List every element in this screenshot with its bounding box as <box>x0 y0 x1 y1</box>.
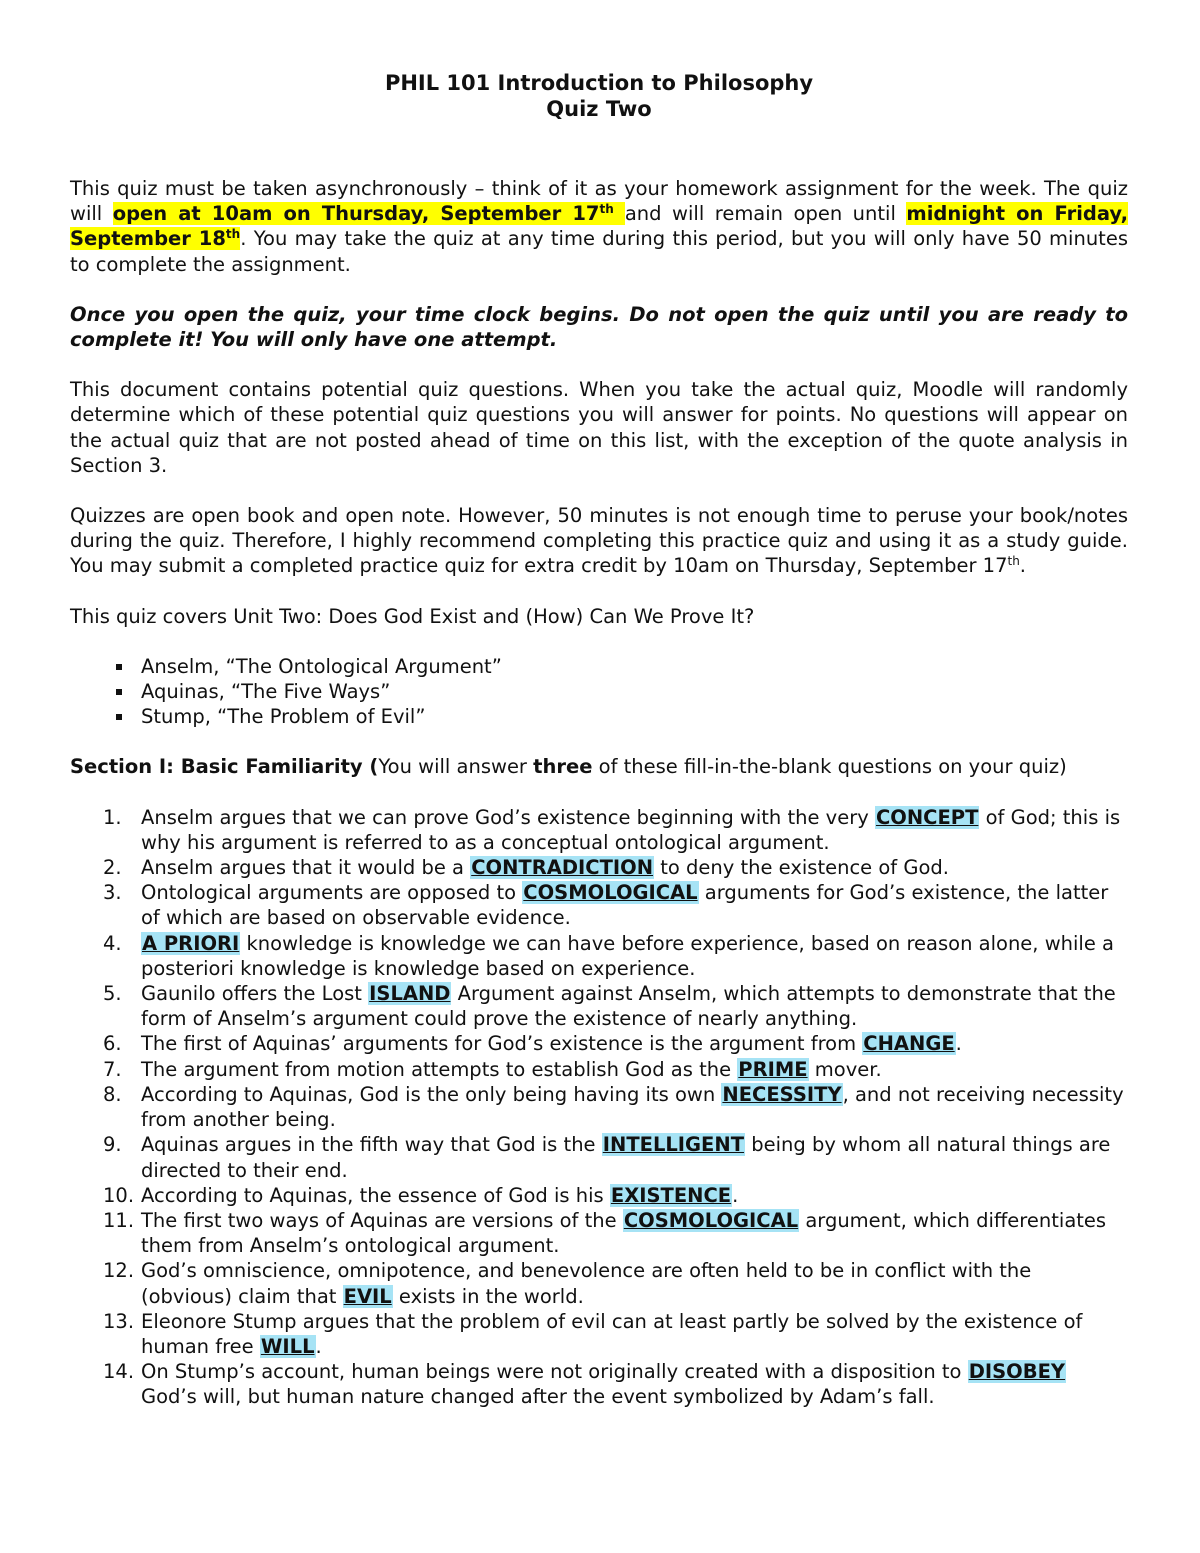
quiz-title: Quiz Two <box>546 97 652 121</box>
question-number: 1. <box>103 805 122 829</box>
question-number: 7. <box>103 1057 122 1081</box>
answer-highlight: WILL <box>260 1334 315 1358</box>
question-item <box>70 981 1128 1031</box>
question-text: . <box>315 1334 322 1358</box>
question-text: Gaunilo offers the Lost <box>141 982 369 1006</box>
question-number: 8. <box>103 1082 122 1106</box>
question-number: 11. <box>103 1208 135 1232</box>
question-text: Argument against Anselm, which attempts to demonstrate that the form of Anselm’s argument could prove the existence of nearly anything. <box>141 982 1116 1031</box>
question-text: Aquinas argues in the fifth way that God is the <box>141 1133 602 1157</box>
list-item: Anselm, “The Ontological Argument” <box>70 654 1128 679</box>
question-text: of God; this is why his argument is referred to as a conceptual ontological argument. <box>141 805 1121 854</box>
answer-highlight: CONCEPT <box>875 805 979 829</box>
answer-highlight: INTELLIGENT <box>602 1133 745 1157</box>
question-text: The first two ways of Aquinas are versions of the <box>141 1208 623 1232</box>
question-text: being by whom all natural things are directed to their end. <box>141 1133 1111 1182</box>
question-item <box>70 1183 1128 1208</box>
intro-paragraph-moodle: This document contains potential quiz questions. When you take the actual quiz, Moodle will randomly determine which of these potential quiz questions you will answer for points. No questions will appear on the actual quiz that are not posted ahead of time on this list, with the exception of the quote analysis in Section 3. <box>70 378 1128 477</box>
question-item <box>70 1359 1128 1409</box>
question-text: . <box>955 1032 962 1056</box>
question-text: arguments for God’s existence, the latter of which are based on observable evidence. <box>141 881 1109 930</box>
title-block <box>70 70 1128 176</box>
question-text: exists in the world. <box>392 1284 584 1308</box>
question-number: 10. <box>103 1183 135 1207</box>
section-1-heading: Section I: Basic Familiarity (You will answer three of these fill-in-the-blank questions on your quiz) <box>70 755 1067 779</box>
answer-highlight: DISOBEY <box>968 1360 1066 1384</box>
question-text: mover. <box>808 1057 882 1081</box>
answer-highlight: CONTRADICTION <box>471 856 654 880</box>
question-number: 14. <box>103 1360 135 1384</box>
question-number: 5. <box>103 982 122 1006</box>
question-number: 3. <box>103 881 122 905</box>
question-text: God’s omniscience, omnipotence, and benevolence are often held to be in conflict with the (obvious) claim that <box>141 1259 1032 1308</box>
question-text: Anselm argues that we can prove God’s existence beginning with the very <box>141 805 875 829</box>
question-text: The first of Aquinas’ arguments for God’s existence is the argument from <box>141 1032 863 1056</box>
question-text: God’s will, but human nature changed after the event symbolized by Adam’s fall. <box>141 1385 935 1409</box>
intro-paragraph-open-book: Quizzes are open book and open note. However, 50 minutes is not enough time to peruse your book/notes during the quiz. Therefore, I highly recommend completing this practice quiz and using it as a study guide. You may submit a completed practice quiz for extra credit by 10am on Thursday, September 17th. <box>70 504 1128 578</box>
question-text: According to Aquinas, God is the only being having its own <box>141 1082 722 1106</box>
answer-highlight: PRIME <box>738 1057 808 1081</box>
list-item: Stump, “The Problem of Evil” <box>70 704 1128 729</box>
question-text: argument, which differentiates them from Anselm’s ontological argument. <box>141 1208 1107 1258</box>
open-time-highlight: open at 10am on Thursday, September 17th <box>113 202 625 225</box>
question-item <box>70 1208 1128 1258</box>
intro-paragraph-schedule: This quiz must be taken asynchronously – think of it as your homework assignment for the week. The quiz will open at 10am on Thursday, September 17th and will remain open until midnight on Friday, September 18th. You may take the quiz at any time during this period, but you will only have 50 minutes to complete the assignment. <box>70 177 1129 276</box>
question-text: Ontological arguments are opposed to <box>141 881 523 905</box>
question-item <box>70 1082 1128 1132</box>
question-text: Anselm argues that it would be a <box>141 856 471 880</box>
answer-highlight: COSMOLOGICAL <box>623 1208 799 1232</box>
question-text: to deny the existence of God. <box>654 856 949 880</box>
answer-highlight: CHANGE <box>863 1032 955 1056</box>
answer-highlight: ISLAND <box>369 982 451 1006</box>
question-list <box>70 805 1128 1410</box>
answer-highlight: EXISTENCE <box>610 1183 732 1207</box>
list-item: Aquinas, “The Five Ways” <box>70 679 1128 704</box>
question-item <box>70 931 1128 981</box>
document-page <box>70 70 1128 1410</box>
time-clock-warning: Once you open the quiz, your time clock begins. Do not open the quiz until you are ready to complete it! You will only have one attempt. <box>70 302 1128 352</box>
unit-coverage: This quiz covers Unit Two: Does God Exist and (How) Can We Prove It? <box>70 604 755 628</box>
answer-highlight: NECESSITY <box>722 1082 842 1106</box>
question-number: 4. <box>103 931 122 955</box>
question-number: 13. <box>103 1309 135 1333</box>
question-text: knowledge is knowledge we can have before experience, based on reason alone, while a posteriori knowledge is knowledge based on experience. <box>141 931 1114 980</box>
answer-highlight: EVIL <box>343 1284 392 1308</box>
question-item <box>70 1309 1128 1359</box>
question-number: 9. <box>103 1133 122 1157</box>
question-text: On Stump’s account, human beings were not originally created with a disposition to <box>141 1360 968 1384</box>
answer-highlight: COSMOLOGICAL <box>523 881 698 905</box>
question-number: 12. <box>103 1259 135 1283</box>
course-title: PHIL 101 Introduction to Philosophy <box>384 71 814 95</box>
question-text: According to Aquinas, the essence of God is his <box>141 1183 610 1207</box>
readings-list <box>70 654 1128 730</box>
question-number: 2. <box>103 856 122 880</box>
question-item <box>70 880 1128 930</box>
question-item <box>70 1031 1128 1056</box>
question-text: The argument from motion attempts to establish God as the <box>141 1057 738 1081</box>
question-item <box>70 855 1128 880</box>
question-item <box>70 1057 1128 1082</box>
question-text: , and not receiving necessity from another being. <box>141 1082 1124 1132</box>
question-text: Eleonore Stump argues that the problem of evil can at least partly be solved by the existence of human free <box>141 1309 1083 1358</box>
question-number: 6. <box>103 1032 122 1056</box>
question-item <box>70 1258 1128 1308</box>
question-item <box>70 805 1128 855</box>
question-item <box>70 1132 1128 1182</box>
close-time-highlight: midnight on Friday, September 18th <box>70 202 1129 251</box>
answer-highlight: A PRIORI <box>142 931 240 955</box>
question-text: . <box>732 1183 739 1207</box>
